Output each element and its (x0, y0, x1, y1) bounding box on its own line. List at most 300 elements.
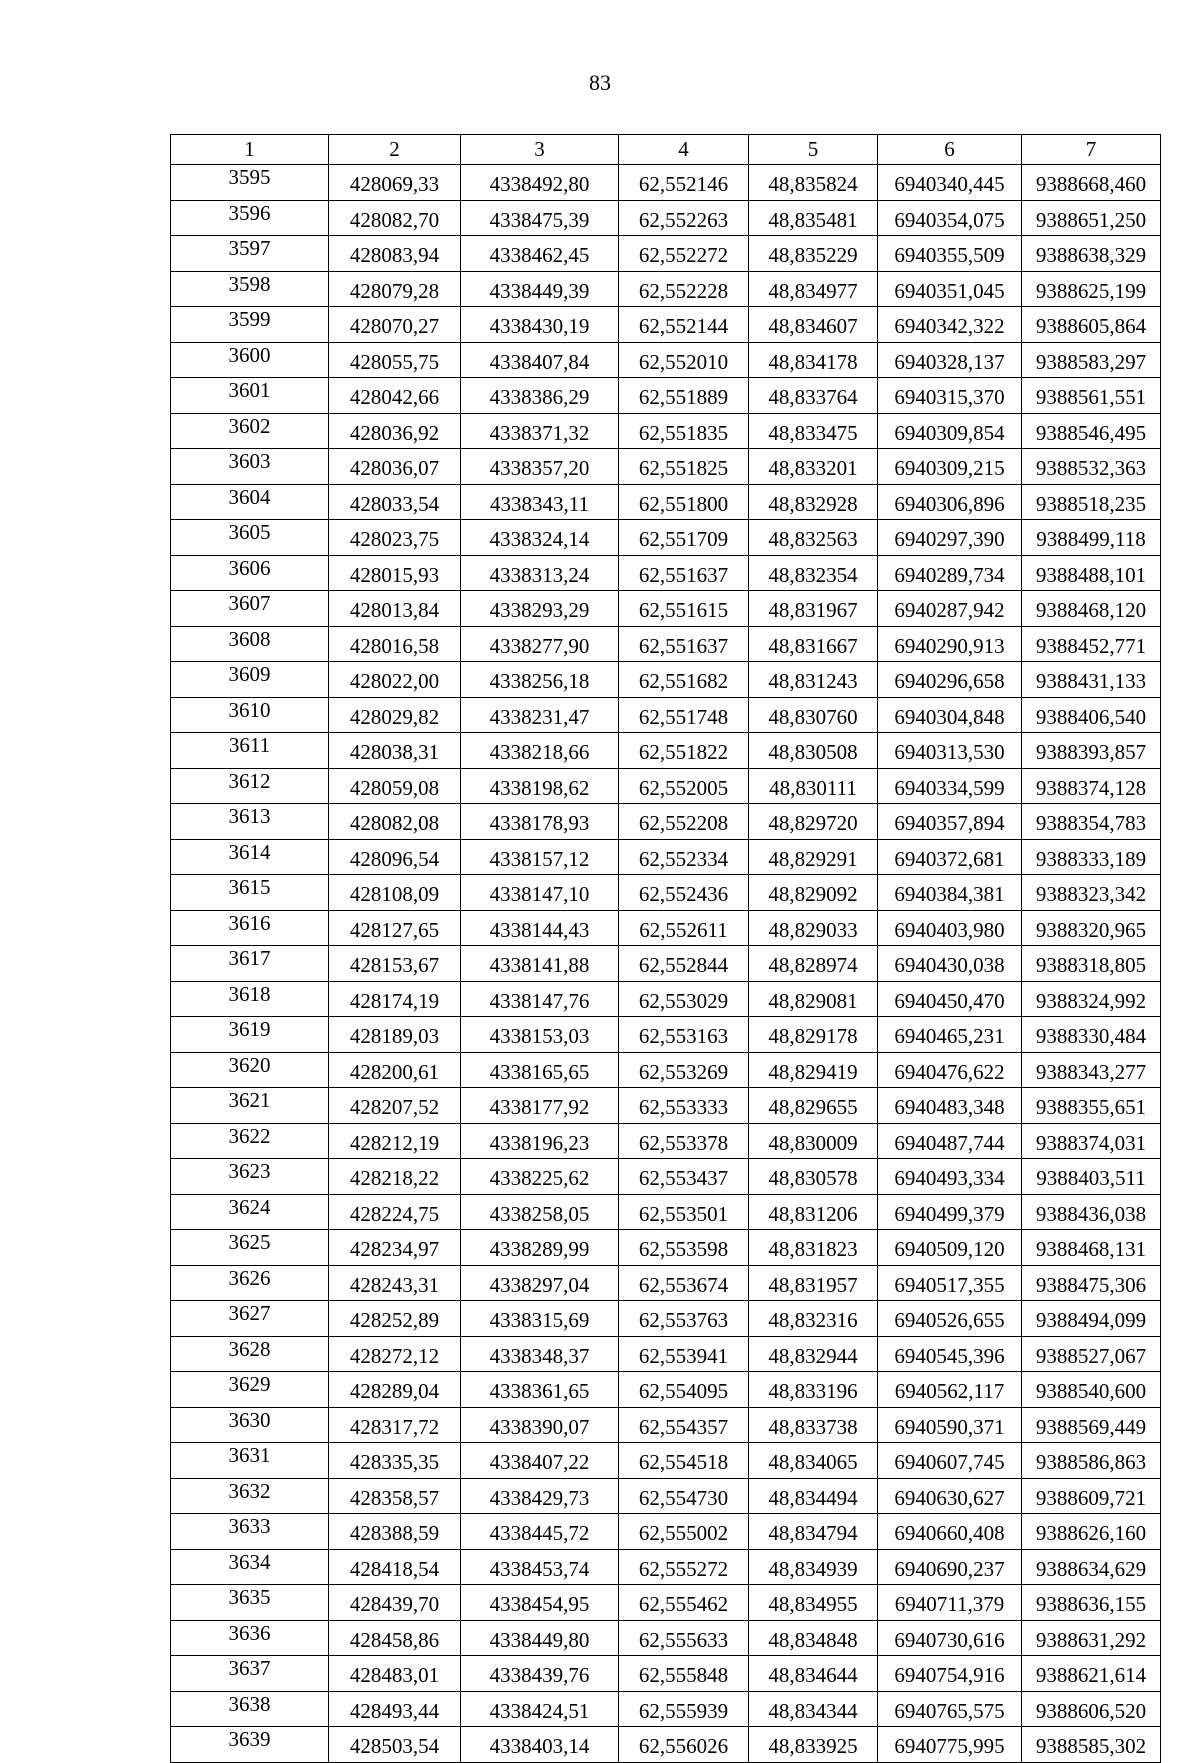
table-cell: 62,551682 (619, 662, 749, 698)
point-number-cell: 3638 (171, 1691, 329, 1727)
table-cell: 6940403,980 (878, 910, 1022, 946)
table-row (171, 626, 1161, 662)
table-cell: 4338407,22 (461, 1443, 619, 1479)
table-cell: 428015,93 (329, 555, 461, 591)
table-cell: 9388320,965 (1022, 910, 1161, 946)
point-number-cell: 3622 (171, 1123, 329, 1159)
table-cell: 4338439,76 (461, 1656, 619, 1692)
table-cell: 48,829081 (749, 981, 878, 1017)
table-cell: 6940384,381 (878, 875, 1022, 911)
table-cell: 6940607,745 (878, 1443, 1022, 1479)
table-cell: 428358,57 (329, 1478, 461, 1514)
table-cell: 9388343,277 (1022, 1052, 1161, 1088)
table-cell: 428289,04 (329, 1372, 461, 1408)
table-cell: 428335,35 (329, 1443, 461, 1479)
point-number-cell: 3632 (171, 1478, 329, 1514)
table-cell: 6940430,038 (878, 946, 1022, 982)
table-cell: 62,552010 (619, 342, 749, 378)
table-cell: 6940775,995 (878, 1727, 1022, 1763)
point-number-cell: 3616 (171, 910, 329, 946)
table-cell: 48,831243 (749, 662, 878, 698)
table-cell: 6940351,045 (878, 271, 1022, 307)
table-cell: 4338289,99 (461, 1230, 619, 1266)
table-row (171, 591, 1161, 627)
table-cell: 62,553941 (619, 1336, 749, 1372)
table-cell: 48,833196 (749, 1372, 878, 1408)
table-cell: 9388606,520 (1022, 1691, 1161, 1727)
table-cell: 4338390,07 (461, 1407, 619, 1443)
point-number-cell: 3617 (171, 946, 329, 982)
table-row (171, 413, 1161, 449)
table-row (171, 981, 1161, 1017)
table-cell: 48,834939 (749, 1549, 878, 1585)
table-cell: 9388626,160 (1022, 1514, 1161, 1550)
table-cell: 62,554095 (619, 1372, 749, 1408)
table-cell: 428252,89 (329, 1301, 461, 1337)
table-cell: 48,831957 (749, 1265, 878, 1301)
column-header: 7 (1022, 135, 1161, 165)
table-cell: 428218,22 (329, 1159, 461, 1195)
table-cell: 428036,92 (329, 413, 461, 449)
table-row (171, 804, 1161, 840)
table-cell: 428388,59 (329, 1514, 461, 1550)
table-cell: 62,551637 (619, 555, 749, 591)
table-cell: 6940304,848 (878, 697, 1022, 733)
table-cell: 9388374,128 (1022, 768, 1161, 804)
table-cell: 48,829092 (749, 875, 878, 911)
table-cell: 428212,19 (329, 1123, 461, 1159)
table-cell: 4338297,04 (461, 1265, 619, 1301)
table-cell: 9388323,342 (1022, 875, 1161, 911)
table-cell: 6940517,355 (878, 1265, 1022, 1301)
table-cell: 48,829033 (749, 910, 878, 946)
table-cell: 6940499,379 (878, 1194, 1022, 1230)
table-row (171, 733, 1161, 769)
table-cell: 4338256,18 (461, 662, 619, 698)
coordinates-table (170, 134, 1161, 1763)
table-cell: 428016,58 (329, 626, 461, 662)
table-cell: 62,553674 (619, 1265, 749, 1301)
table-row (171, 1585, 1161, 1621)
table-cell: 48,832944 (749, 1336, 878, 1372)
table-cell: 48,832354 (749, 555, 878, 591)
table-cell: 4338218,66 (461, 733, 619, 769)
table-cell: 9388393,857 (1022, 733, 1161, 769)
table-cell: 428023,75 (329, 520, 461, 556)
table-cell: 9388333,189 (1022, 839, 1161, 875)
table-row (171, 1372, 1161, 1408)
table-cell: 428082,70 (329, 200, 461, 236)
column-header: 4 (619, 135, 749, 165)
table-cell: 4338313,24 (461, 555, 619, 591)
table-cell: 48,834178 (749, 342, 878, 378)
table-cell: 428317,72 (329, 1407, 461, 1443)
table-cell: 4338430,19 (461, 307, 619, 343)
table-cell: 6940493,334 (878, 1159, 1022, 1195)
table-cell: 9388631,292 (1022, 1620, 1161, 1656)
table-cell: 48,834065 (749, 1443, 878, 1479)
table-cell: 9388355,651 (1022, 1088, 1161, 1124)
table-cell: 48,834494 (749, 1478, 878, 1514)
table-cell: 62,554730 (619, 1478, 749, 1514)
table-cell: 62,555939 (619, 1691, 749, 1727)
table-cell: 428083,94 (329, 236, 461, 272)
table-cell: 4338407,84 (461, 342, 619, 378)
table-row (171, 378, 1161, 414)
point-number-cell: 3609 (171, 662, 329, 698)
table-cell: 48,830760 (749, 697, 878, 733)
table-row (171, 1407, 1161, 1443)
table-cell: 6940355,509 (878, 236, 1022, 272)
table-cell: 428029,82 (329, 697, 461, 733)
header-row (171, 135, 1161, 165)
table-cell: 9388452,771 (1022, 626, 1161, 662)
table-cell: 6940690,237 (878, 1549, 1022, 1585)
table-row (171, 875, 1161, 911)
table-cell: 48,830508 (749, 733, 878, 769)
table-row (171, 1727, 1161, 1763)
table-cell: 4338198,62 (461, 768, 619, 804)
table-cell: 4338429,73 (461, 1478, 619, 1514)
table-cell: 62,551822 (619, 733, 749, 769)
table-cell: 48,829720 (749, 804, 878, 840)
table-cell: 62,551889 (619, 378, 749, 414)
table-cell: 6940309,854 (878, 413, 1022, 449)
table-cell: 428055,75 (329, 342, 461, 378)
table-row (171, 839, 1161, 875)
table-cell: 62,553163 (619, 1017, 749, 1053)
point-number-cell: 3629 (171, 1372, 329, 1408)
table-row (171, 768, 1161, 804)
table-cell: 62,552005 (619, 768, 749, 804)
table-cell: 48,832316 (749, 1301, 878, 1337)
table-cell: 428153,67 (329, 946, 461, 982)
table-cell: 4338258,05 (461, 1194, 619, 1230)
table-cell: 62,551800 (619, 484, 749, 520)
table-cell: 428458,86 (329, 1620, 461, 1656)
table-cell: 62,553437 (619, 1159, 749, 1195)
table-row (171, 1443, 1161, 1479)
table-row (171, 1514, 1161, 1550)
column-header: 1 (171, 135, 329, 165)
table-cell: 9388494,099 (1022, 1301, 1161, 1337)
table-cell: 9388436,038 (1022, 1194, 1161, 1230)
table-cell: 4338449,80 (461, 1620, 619, 1656)
table-cell: 48,831206 (749, 1194, 878, 1230)
table-cell: 428059,08 (329, 768, 461, 804)
table-cell: 6940483,348 (878, 1088, 1022, 1124)
table-cell: 6940711,379 (878, 1585, 1022, 1621)
table-cell: 6940509,120 (878, 1230, 1022, 1266)
table-cell: 9388488,101 (1022, 555, 1161, 591)
point-number-cell: 3611 (171, 733, 329, 769)
point-number-cell: 3635 (171, 1585, 329, 1621)
table-row (171, 520, 1161, 556)
point-number-cell: 3608 (171, 626, 329, 662)
point-number-cell: 3610 (171, 697, 329, 733)
table-cell: 6940290,913 (878, 626, 1022, 662)
point-number-cell: 3614 (171, 839, 329, 875)
point-number-cell: 3613 (171, 804, 329, 840)
table-cell: 9388475,306 (1022, 1265, 1161, 1301)
table-cell: 6940315,370 (878, 378, 1022, 414)
table-cell: 428022,00 (329, 662, 461, 698)
table-cell: 6940487,744 (878, 1123, 1022, 1159)
table-cell: 62,555002 (619, 1514, 749, 1550)
table-cell: 428272,12 (329, 1336, 461, 1372)
point-number-cell: 3596 (171, 200, 329, 236)
point-number-cell: 3619 (171, 1017, 329, 1053)
table-row (171, 1194, 1161, 1230)
table-row (171, 165, 1161, 201)
table-cell: 9388585,302 (1022, 1727, 1161, 1763)
table-cell: 428070,27 (329, 307, 461, 343)
table-cell: 428503,54 (329, 1727, 461, 1763)
table-row (171, 1123, 1161, 1159)
table-cell: 4338445,72 (461, 1514, 619, 1550)
table-cell: 9388625,199 (1022, 271, 1161, 307)
table-cell: 428079,28 (329, 271, 461, 307)
table-cell: 428108,09 (329, 875, 461, 911)
table-cell: 62,555633 (619, 1620, 749, 1656)
table-cell: 62,552436 (619, 875, 749, 911)
column-header: 5 (749, 135, 878, 165)
table-cell: 9388499,118 (1022, 520, 1161, 556)
table-cell: 9388324,992 (1022, 981, 1161, 1017)
table-row (171, 1088, 1161, 1124)
table-cell: 62,551825 (619, 449, 749, 485)
point-number-cell: 3633 (171, 1514, 329, 1550)
table-cell: 428200,61 (329, 1052, 461, 1088)
point-number-cell: 3623 (171, 1159, 329, 1195)
table-cell: 9388540,600 (1022, 1372, 1161, 1408)
table-row (171, 342, 1161, 378)
table-row (171, 1230, 1161, 1266)
table-cell: 428038,31 (329, 733, 461, 769)
table-cell: 48,832928 (749, 484, 878, 520)
table-cell: 428189,03 (329, 1017, 461, 1053)
table-cell: 48,830111 (749, 768, 878, 804)
table-cell: 9388634,629 (1022, 1549, 1161, 1585)
table-cell: 6940526,655 (878, 1301, 1022, 1337)
table-cell: 428082,08 (329, 804, 461, 840)
table-cell: 4338315,69 (461, 1301, 619, 1337)
table-cell: 6940660,408 (878, 1514, 1022, 1550)
table-cell: 48,834977 (749, 271, 878, 307)
table-cell: 62,552263 (619, 200, 749, 236)
table-cell: 4338144,43 (461, 910, 619, 946)
table-cell: 4338147,10 (461, 875, 619, 911)
table-cell: 6940296,658 (878, 662, 1022, 698)
table-cell: 48,831967 (749, 591, 878, 627)
point-number-cell: 3624 (171, 1194, 329, 1230)
point-number-cell: 3630 (171, 1407, 329, 1443)
table-cell: 9388330,484 (1022, 1017, 1161, 1053)
table-cell: 6940465,231 (878, 1017, 1022, 1053)
table-cell: 6940357,894 (878, 804, 1022, 840)
point-number-cell: 3628 (171, 1336, 329, 1372)
point-number-cell: 3595 (171, 165, 329, 201)
table-cell: 9388546,495 (1022, 413, 1161, 449)
table-cell: 6940342,322 (878, 307, 1022, 343)
table-cell: 62,556026 (619, 1727, 749, 1763)
table-body (171, 165, 1161, 1763)
table-cell: 62,554518 (619, 1443, 749, 1479)
table-row (171, 307, 1161, 343)
table-cell: 9388638,329 (1022, 236, 1161, 272)
table-cell: 6940306,896 (878, 484, 1022, 520)
table-cell: 9388468,120 (1022, 591, 1161, 627)
table-cell: 4338178,93 (461, 804, 619, 840)
table-cell: 48,829419 (749, 1052, 878, 1088)
table-cell: 4338147,76 (461, 981, 619, 1017)
table-row (171, 1265, 1161, 1301)
table-cell: 62,554357 (619, 1407, 749, 1443)
table-cell: 48,834644 (749, 1656, 878, 1692)
table-cell: 6940590,371 (878, 1407, 1022, 1443)
table-cell: 4338449,39 (461, 271, 619, 307)
table-cell: 9388651,250 (1022, 200, 1161, 236)
table-cell: 4338492,80 (461, 165, 619, 201)
table-cell: 6940354,075 (878, 200, 1022, 236)
table-row (171, 1656, 1161, 1692)
table-cell: 4338361,65 (461, 1372, 619, 1408)
table-cell: 9388518,235 (1022, 484, 1161, 520)
table-row (171, 946, 1161, 982)
point-number-cell: 3602 (171, 413, 329, 449)
table-cell: 4338357,20 (461, 449, 619, 485)
table-cell: 9388561,551 (1022, 378, 1161, 414)
table-cell: 9388354,783 (1022, 804, 1161, 840)
table-cell: 62,552144 (619, 307, 749, 343)
table-cell: 62,553269 (619, 1052, 749, 1088)
table-cell: 6940340,445 (878, 165, 1022, 201)
point-number-cell: 3612 (171, 768, 329, 804)
table-cell: 6940765,575 (878, 1691, 1022, 1727)
table-cell: 4338157,12 (461, 839, 619, 875)
table-row (171, 1301, 1161, 1337)
table-cell: 62,552844 (619, 946, 749, 982)
table-cell: 62,551615 (619, 591, 749, 627)
table-cell: 62,553029 (619, 981, 749, 1017)
table-row (171, 271, 1161, 307)
table-cell: 428036,07 (329, 449, 461, 485)
table-cell: 62,551709 (619, 520, 749, 556)
table-cell: 4338454,95 (461, 1585, 619, 1621)
point-number-cell: 3627 (171, 1301, 329, 1337)
table-row (171, 200, 1161, 236)
table-cell: 9388532,363 (1022, 449, 1161, 485)
table-cell: 9388406,540 (1022, 697, 1161, 733)
table-cell: 4338371,32 (461, 413, 619, 449)
table-cell: 62,551637 (619, 626, 749, 662)
table-cell: 6940334,599 (878, 768, 1022, 804)
table-cell: 48,832563 (749, 520, 878, 556)
table-cell: 9388621,614 (1022, 1656, 1161, 1692)
table-cell: 9388668,460 (1022, 165, 1161, 201)
column-header: 2 (329, 135, 461, 165)
table-cell: 9388403,511 (1022, 1159, 1161, 1195)
column-header: 6 (878, 135, 1022, 165)
table-cell: 48,830009 (749, 1123, 878, 1159)
point-number-cell: 3600 (171, 342, 329, 378)
table-cell: 9388527,067 (1022, 1336, 1161, 1372)
point-number-cell: 3598 (171, 271, 329, 307)
table-cell: 6940309,215 (878, 449, 1022, 485)
table-cell: 62,553598 (619, 1230, 749, 1266)
table-cell: 48,831823 (749, 1230, 878, 1266)
table-cell: 428483,01 (329, 1656, 461, 1692)
table-cell: 4338153,03 (461, 1017, 619, 1053)
table-cell: 428243,31 (329, 1265, 461, 1301)
table-cell: 428234,97 (329, 1230, 461, 1266)
table-cell: 6940313,530 (878, 733, 1022, 769)
table-cell: 428069,33 (329, 165, 461, 201)
table-cell: 48,834848 (749, 1620, 878, 1656)
table-cell: 62,555848 (619, 1656, 749, 1692)
point-number-cell: 3604 (171, 484, 329, 520)
table-row (171, 910, 1161, 946)
table-cell: 62,555272 (619, 1549, 749, 1585)
point-number-cell: 3626 (171, 1265, 329, 1301)
table-cell: 6940372,681 (878, 839, 1022, 875)
table-cell: 428439,70 (329, 1585, 461, 1621)
point-number-cell: 3606 (171, 555, 329, 591)
table-row (171, 555, 1161, 591)
table-cell: 4338231,47 (461, 697, 619, 733)
table-cell: 62,552272 (619, 236, 749, 272)
table-cell: 48,833201 (749, 449, 878, 485)
table-cell: 6940545,396 (878, 1336, 1022, 1372)
table-row (171, 1052, 1161, 1088)
table-cell: 6940562,117 (878, 1372, 1022, 1408)
table-cell: 428224,75 (329, 1194, 461, 1230)
table-cell: 428207,52 (329, 1088, 461, 1124)
table-cell: 4338424,51 (461, 1691, 619, 1727)
table-cell: 48,833925 (749, 1727, 878, 1763)
table-cell: 4338196,23 (461, 1123, 619, 1159)
table-cell: 9388605,864 (1022, 307, 1161, 343)
table-row (171, 1478, 1161, 1514)
table-cell: 6940287,942 (878, 591, 1022, 627)
page-number: 83 (589, 70, 611, 95)
table-cell: 62,552611 (619, 910, 749, 946)
table-cell: 48,830578 (749, 1159, 878, 1195)
table-cell: 4338165,65 (461, 1052, 619, 1088)
table-row (171, 662, 1161, 698)
table-cell: 6940450,470 (878, 981, 1022, 1017)
table-row (171, 1159, 1161, 1195)
table-cell: 62,553378 (619, 1123, 749, 1159)
table-cell: 428418,54 (329, 1549, 461, 1585)
point-number-cell: 3603 (171, 449, 329, 485)
table-cell: 48,834344 (749, 1691, 878, 1727)
table-cell: 9388586,863 (1022, 1443, 1161, 1479)
table-cell: 48,831667 (749, 626, 878, 662)
table-cell: 48,835229 (749, 236, 878, 272)
table-cell: 428174,19 (329, 981, 461, 1017)
point-number-cell: 3620 (171, 1052, 329, 1088)
table-cell: 4338225,62 (461, 1159, 619, 1195)
table-cell: 9388636,155 (1022, 1585, 1161, 1621)
table-cell: 62,552228 (619, 271, 749, 307)
table-cell: 9388431,133 (1022, 662, 1161, 698)
table-cell: 9388374,031 (1022, 1123, 1161, 1159)
table-cell: 6940476,622 (878, 1052, 1022, 1088)
point-number-cell: 3605 (171, 520, 329, 556)
point-number-cell: 3625 (171, 1230, 329, 1266)
column-header: 3 (461, 135, 619, 165)
